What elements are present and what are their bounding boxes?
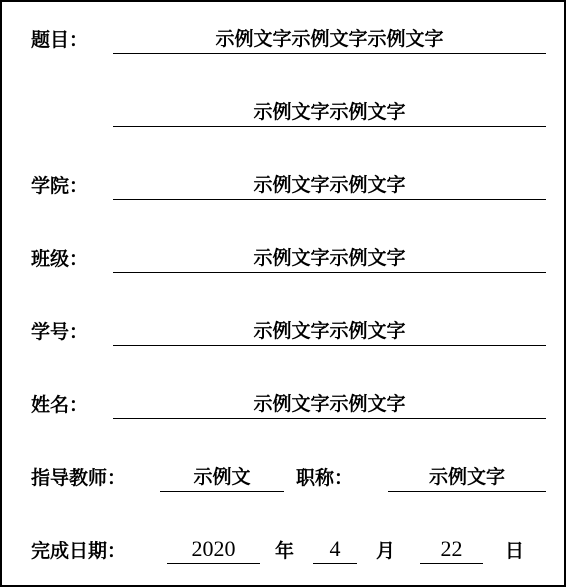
position-field[interactable]: 示例文字 — [388, 465, 546, 492]
college-field[interactable]: 示例文字示例文字 — [113, 173, 546, 200]
name-label: 姓名： — [31, 394, 89, 416]
student-id-field[interactable]: 示例文字示例文字 — [113, 319, 546, 346]
year-unit: 年 — [275, 540, 295, 562]
title-label: 题目： — [31, 29, 89, 51]
position-label: 职称： — [296, 467, 354, 489]
day-unit: 日 — [505, 540, 525, 562]
student-id-label: 学号： — [31, 321, 89, 343]
month-field[interactable]: 4 — [313, 537, 357, 564]
year-field[interactable]: 2020 — [167, 537, 260, 564]
name-field[interactable]: 示例文字示例文字 — [113, 392, 546, 419]
title-field-line2[interactable]: 示例文字示例文字 — [113, 100, 546, 127]
class-label: 班级： — [31, 248, 89, 270]
day-field[interactable]: 22 — [420, 537, 483, 564]
title-field-line1[interactable]: 示例文字示例文字示例文字 — [113, 27, 546, 54]
advisor-field[interactable]: 示例文 — [160, 465, 284, 492]
class-field[interactable]: 示例文字示例文字 — [113, 246, 546, 273]
month-unit: 月 — [376, 540, 396, 562]
date-label: 完成日期： — [31, 540, 127, 562]
college-label: 学院： — [31, 175, 89, 197]
advisor-label: 指导教师： — [31, 467, 127, 489]
